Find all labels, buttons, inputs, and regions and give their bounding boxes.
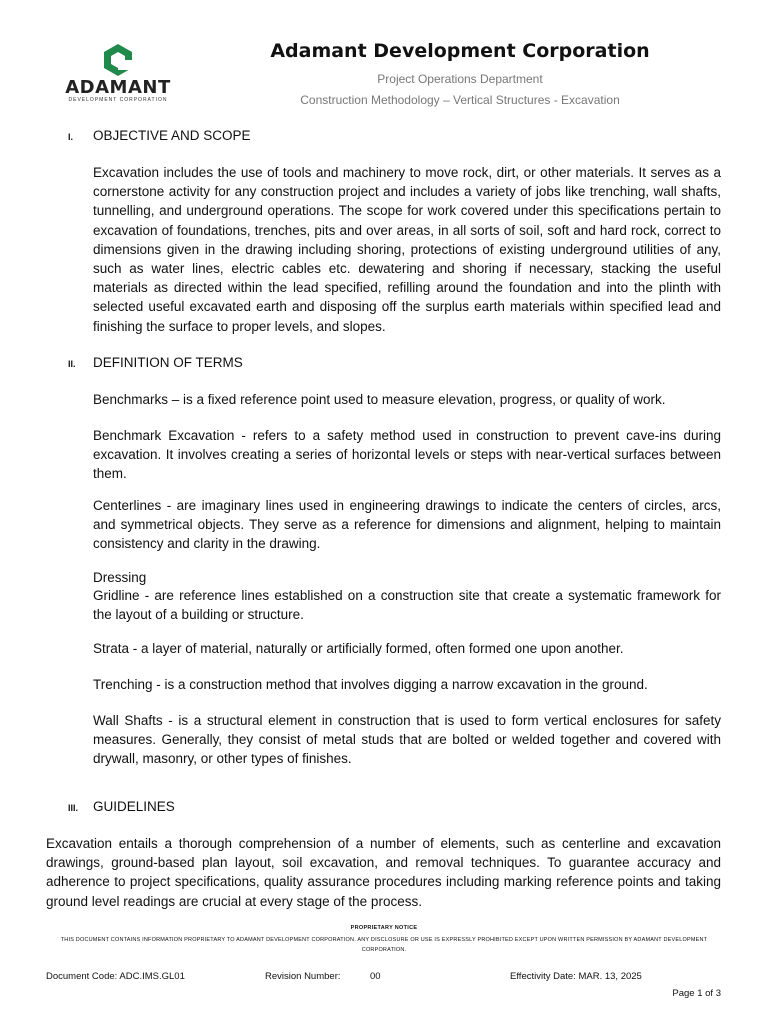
revision-label: Revision Number:: [265, 971, 341, 982]
section-heading-definitions: [68, 355, 243, 370]
objective-paragraph: Excavation includes the use of tools and machinery to move rock, dirt, or other materials. It serves as a cornerstone activity for any construction project and includes a variety of jobs like trenching, wall shafts, tunnelling, and underground operations. The scope for work covered under this specifications pertain to excavation of foundations, trenches, pits and over areas, in all sorts of soil, soft and hard rock, correct to dimensions given in the drawing including shoring, protections of existing underground utilities of any, such as water lines, electric cables etc. dewatering and shoring if necessary, stacking the useful materials as directed within the lead specified, refilling around the foundation and into the plinth with selected useful excavated earth and disposing off the surplus earth materials within specified lead and finishing the surface to proper levels, and slopes.: [93, 165, 721, 334]
revision-value: 00: [370, 971, 381, 982]
term-benchmark-excavation: Benchmark Excavation - refers to a safety method used in construction to prevent cave-ins during excavation. It involves creating a series of horizontal levels or steps with near-vertical surfaces between them.: [93, 428, 721, 482]
proprietary-notice-title: PROPRIETARY NOTICE: [350, 925, 418, 931]
document-code: Document Code: ADC.IMS.GL01: [46, 971, 185, 982]
logo-tagline: DEVELOPMENT CORPORATION: [68, 97, 168, 103]
section-number: III.: [68, 803, 79, 813]
proprietary-notice-body: THIS DOCUMENT CONTAINS INFORMATION PROPRIETARY TO ADAMANT DEVELOPMENT CORPORATION. ANY DISCLOSURE OR USE IS EXPRESSLY PROHIBITED EXCEPT UPON WRITTEN PERMISSION BY ADAMANT DEVELOPMENT CORPORATION.: [60, 937, 708, 953]
term-trenching: Trenching - is a construction method that involves digging a narrow excavation in the ground.: [93, 677, 648, 692]
section-heading-guidelines: [68, 799, 175, 814]
term-wall-shafts: Wall Shafts - is a structural element in construction that is used to form vertical enclosures for safety measures. Generally, they consist of metal studs that are bolted or welded together and covered with drywall, masonry, or other types of finishes.: [93, 713, 721, 767]
term-gridline: Gridline - are reference lines established on a construction site that create a systematic framework for the layout of a building or structure.: [93, 588, 721, 623]
hexagon-logo-icon: [100, 42, 136, 78]
term-centerlines: Centerlines - are imaginary lines used in engineering drawings to indicate the centers of circles, arcs, and symmetrical objects. They serve as a reference for dimensions and alignment, helping to maintain consistency and clarity in the drawing.: [93, 498, 721, 552]
page-number: Page 1 of 3: [672, 988, 721, 999]
section-title: OBJECTIVE AND SCOPE: [93, 128, 251, 143]
logo-wordmark: ADAMANT: [65, 77, 171, 98]
term-strata: Strata - a layer of material, naturally or artificially formed, often formed one upon another.: [93, 641, 624, 656]
section-title: DEFINITION OF TERMS: [93, 355, 243, 370]
section-number: II.: [68, 359, 76, 369]
term-dressing: Dressing: [93, 570, 147, 585]
department-subtitle: Project Operations Department: [377, 72, 543, 86]
section-heading-objective: [68, 128, 251, 143]
company-title: Adamant Development Corporation: [270, 40, 650, 62]
section-number: I.: [68, 132, 74, 142]
term-benchmarks: Benchmarks – is a fixed reference point used to measure elevation, progress, or quality of work.: [93, 392, 666, 407]
methodology-subtitle: Construction Methodology – Vertical Structures - Excavation: [300, 93, 620, 107]
company-logo: [64, 42, 172, 104]
effectivity-date: Effectivity Date: MAR. 13, 2025: [510, 971, 642, 982]
section-title: GUIDELINES: [93, 799, 175, 814]
guidelines-paragraph: Excavation entails a thorough comprehension of a number of elements, such as centerline and excavation drawings, ground-based plan layout, soil excavation, and removal techniques. To guarantee accuracy and adherence to project specifications, quality assurance procedures including marking reference points and taking ground level readings are crucial at every stage of the process.: [46, 836, 721, 909]
